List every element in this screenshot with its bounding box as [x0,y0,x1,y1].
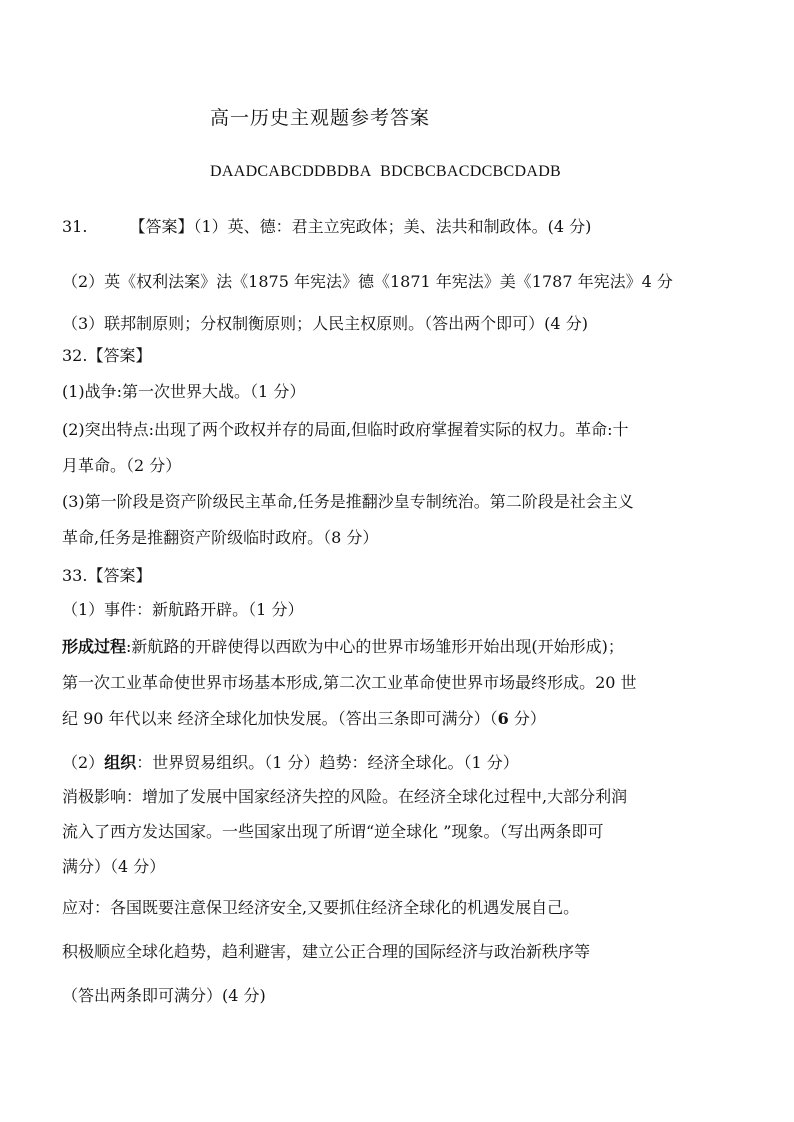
q32-p2b: 月革命。（2 分） [62,456,182,475]
q31-number: 31. [62,217,88,236]
q31-p3: （3）联邦制原则；分权制衡原则；人民主权原则。（答出两个即可）(4 分) [62,314,588,333]
q33-p1: （1）事件：新航路开辟。（1 分） [62,600,304,619]
q33-formation-label: 形成过程 [62,637,127,656]
q33-formation-score: 6 [497,709,509,728]
q31-tag: 【答案】 [129,217,194,236]
choice-answers-group2: BDCBCBACDCBCDADB [380,163,562,180]
choice-answers [210,162,561,182]
q33-p2 [62,753,519,773]
q33-p2-prefix: （2） [62,753,105,772]
q32-p3a: (3)第一阶段是资产阶级民主革命,任务是推翻沙皇专制统治。第二阶段是社会主义 [62,492,634,511]
q33-resp-line2: 积极顺应全球化趋势，趋利避害，建立公正合理的国际经济与政治新秩序等 [62,942,591,961]
q33-neg-line1: 消极影响：增加了发展中国家经济失控的风险。在经济全球化过程中,大部分利润 [62,787,628,806]
q33-resp-line3: （答出两条即可满分）(4 分) [62,986,266,1005]
q33-neg-line3: 满分）（4 分） [62,857,166,876]
q33-formation-line3 [62,709,546,729]
q33-neg-line2: 流入了西方发达国家。一些国家出现了所谓“逆全球化 ”现象。（写出两条即可 [62,822,604,841]
q33-formation-text3b: 分） [508,709,546,728]
q33-formation-text3a: 纪 90 年代以来 经济全球化加快发展。（答出三条即可满分）（ [62,709,498,728]
q31-header [62,217,591,237]
q31-p2: （2）英《权利法案》法《1875 年宪法》德《1871 年宪法》美《1787 年宪法》4 分 [62,272,673,291]
q33-formation-line1 [62,637,624,657]
q33-formation-text1: :新航路的开辟使得以西欧为中心的世界市场雏形开始出现(开始形成)； [126,637,624,656]
q31-p1: （1）英、德：君主立宪政体；美、法共和制政体。(4 分) [193,217,592,236]
page-title: 高一历史主观题参考答案 [210,107,431,129]
q33-p2-rest: ：世界贸易组织。（1 分）趋势：经济全球化。（1 分） [136,753,519,772]
q32-p2a: (2)突出特点:出现了两个政权并存的局面,但临时政府掌握着实际的权力。革命:十 [62,420,629,439]
choice-answers-group1: DAADCABCDDBDBA [210,163,372,180]
q33-header: 33.【答案】 [62,566,152,585]
q33-resp-line1: 应对：各国既要注意保卫经济安全,又要抓住经济全球化的机遇发展自己。 [62,898,580,917]
q33-formation-line2: 第一次工业革命使世界市场基本形成,第二次工业革命使世界市场最终形成。20 世 [62,673,637,692]
q33-org-label: 组织 [104,753,137,772]
q32-p3b: 革命,任务是推翻资产阶级临时政府。（8 分） [62,528,379,547]
q32-p1: (1)战争:第一次世界大战。（1 分） [62,382,306,401]
q32-header: 32.【答案】 [62,346,152,365]
